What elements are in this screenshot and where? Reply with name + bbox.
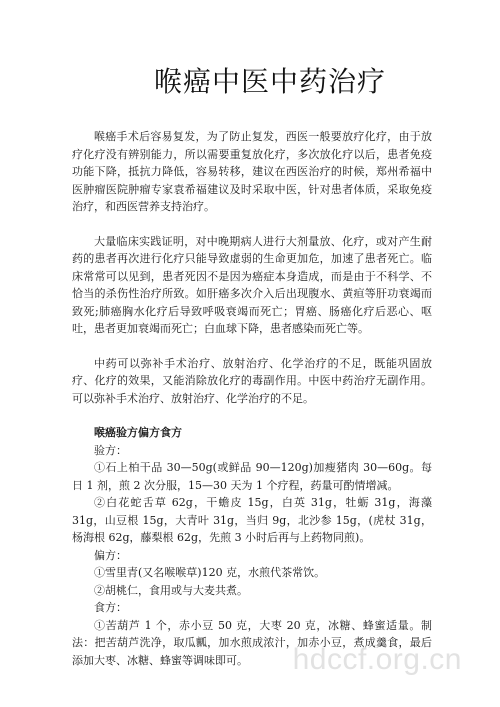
shifang-item-1: ①苦葫芦 1 个，赤小豆 50 克，大枣 20 克，冰糖、蜂蜜适量。制法：把苦葫芦洗净，取瓜瓤，加水煎成浓汁，加赤小豆，煮成羹食，最后添加大枣、冰糖、蜂蜜等调味即可。 xyxy=(72,618,432,667)
article-body xyxy=(72,128,432,669)
paragraph-intro: 喉癌手术后容易复发，为了防止复发，西医一般要放疗化疗，由于放疗化疗没有辨别能力，所以需要重复放化疗，多次放化疗以后，患者免疫功能下降，抵抗力降低，容易转移，建议在西医治疗的时候，郑州希福中医肿瘤医院肿瘤专家袁希福建议及时采取中医，针对患者体质，采取免疫治疗，和西医营养支持治疗。 xyxy=(72,130,432,213)
section-heading: 喉癌验方偏方食方 xyxy=(94,426,182,439)
pianfang-label: 偏方： xyxy=(94,548,127,562)
yanfang-item-2: ②白花蛇舌草 62g，干蟾皮 15g，白英 31g，牡蛎 31g，海藻 31g，山豆根 15g，大青叶 31g，当归 9g，北沙参 15g，(虎杖 31g，杨海根 62g，藤梨根 62g，先煎 3 小时后再与上药物同煎)。 xyxy=(72,496,432,544)
shifang-label: 食方： xyxy=(94,601,127,614)
page-title: 喉癌中医中药治疗 xyxy=(153,65,386,98)
yanfang-item-1: ①石上柏干品 30—50g(或鲜品 90—120g)加瘦猪肉 30—60g。每日 1 剂，煎 2 次分服，15—30 天为 1 个疗程，药量可酌情增减。 xyxy=(72,461,432,492)
paragraph-tcm: 中药可以弥补手术治疗、放射治疗、化学治疗的不足，既能巩固放疗、化疗的效果，又能消除放化疗的毒副作用。中医中药治疗无副作用。可以弥补手术治疗、放射治疗、化学治疗的不足。 xyxy=(72,356,432,405)
watermark: hdccf.org.cn xyxy=(292,643,462,676)
pianfang-item-2: ②胡桃仁，食用或与大麦共煮。 xyxy=(94,583,248,597)
yanfang-label: 验方： xyxy=(94,443,127,457)
paragraph-clinical: 大量临床实践证明，对中晚期病人进行大剂量放、化疗，或对产生耐药的患者再次进行化疗只能导致虚弱的生命更加危，加速了患者死亡。临床常常可以见到，患者死因不是因为癌症本身造成，而是由于不科学、不恰当的杀伤性治疗所致。如肝癌多次介入后出现腹水、黄疸等肝功衰竭而致死;肺癌胸水化疗后导致呼吸衰竭而死亡；胃癌、肠癌化疗后恶心、呕吐，患者更加衰竭而死亡；白血球下降，患者感染而死亡等。 xyxy=(72,234,432,335)
pianfang-item-1: ①雪里青(又名喉喉草)120 克，水煎代茶常饮。 xyxy=(94,566,326,579)
